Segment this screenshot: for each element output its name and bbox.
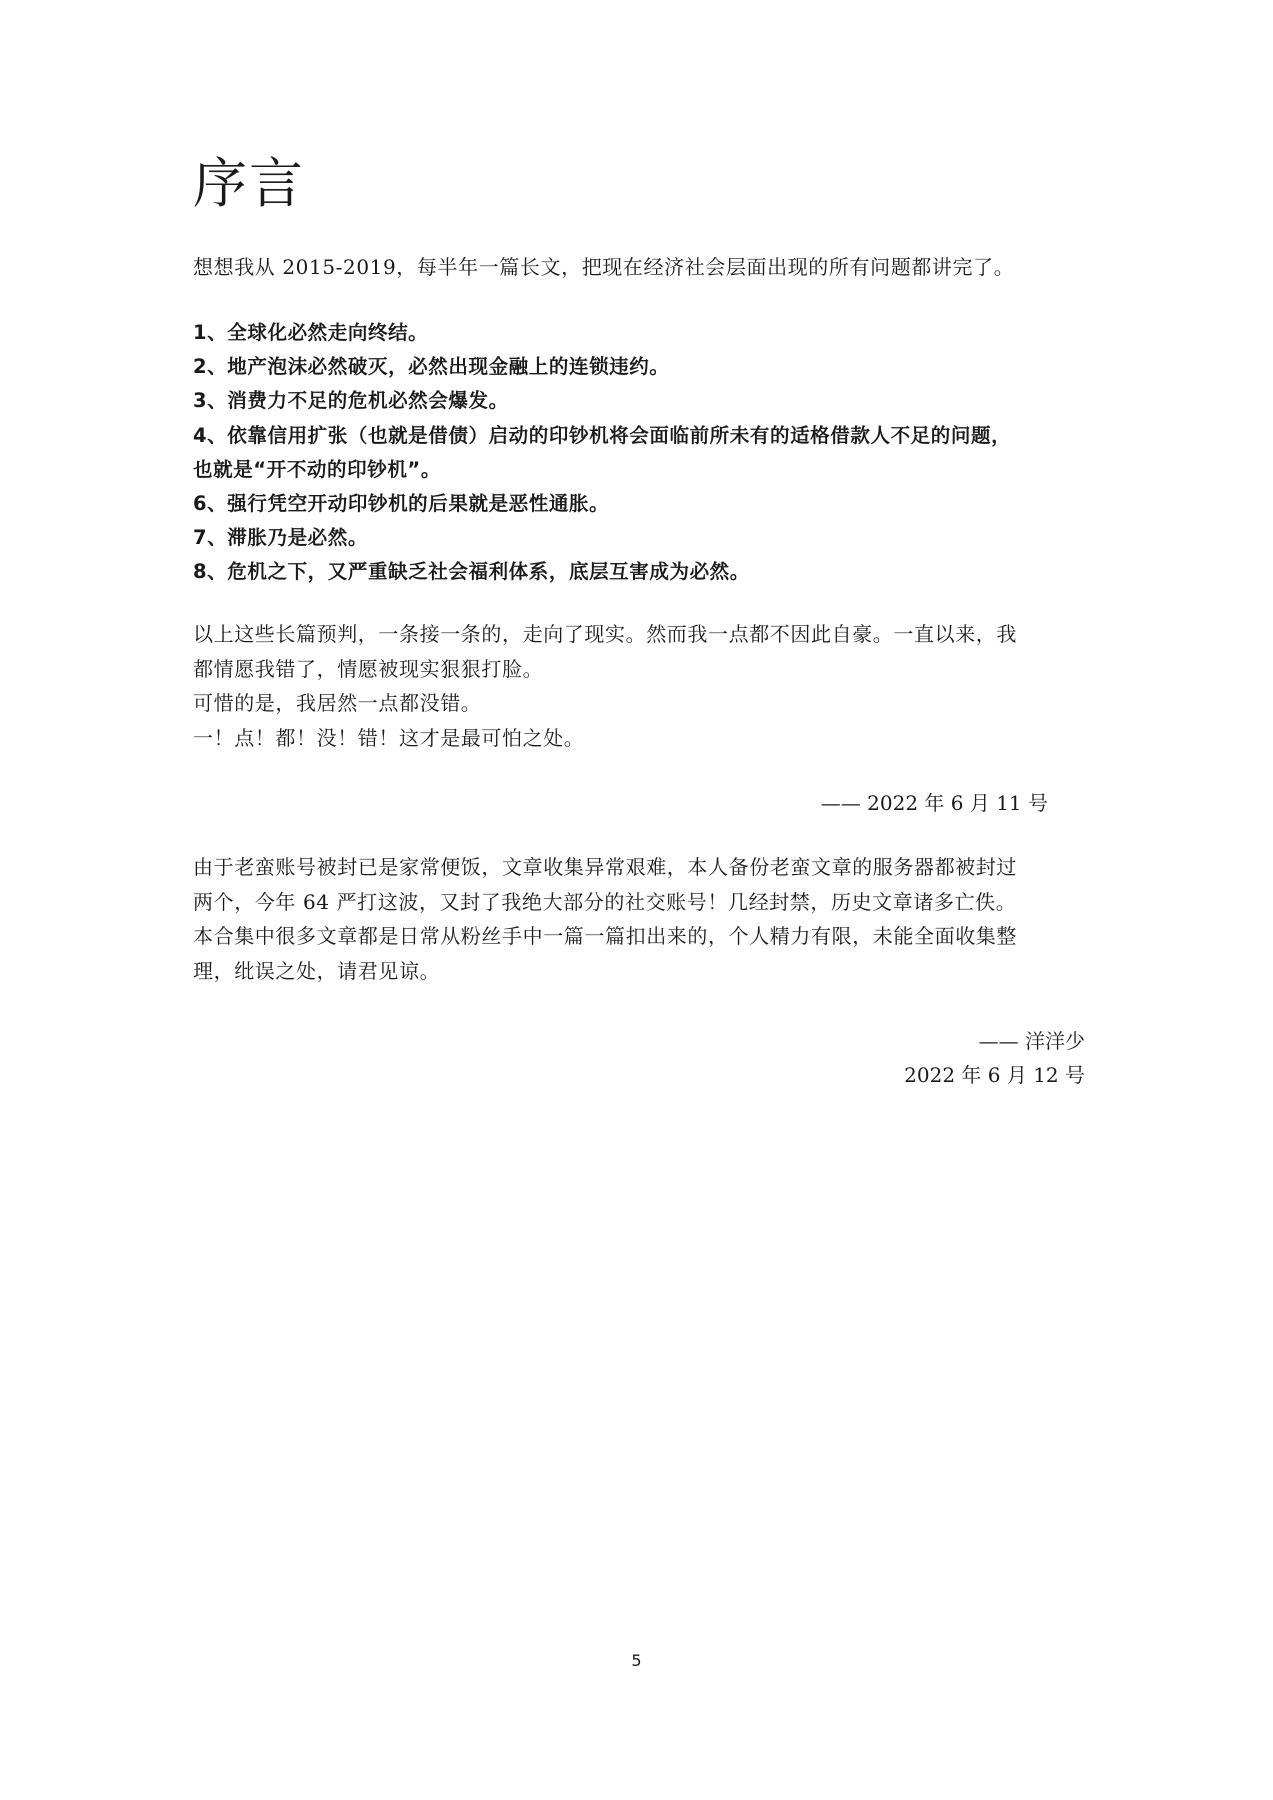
note-line: 两个，今年 64 严打这波，又封了我绝大部分的社交账号！几经封禁，历史文章诸多亡佚。 xyxy=(193,889,1017,914)
intro-line: 想想我从 2015-2019，每半年一篇长文，把现在经济社会层面出现的所有问题都讲完了。 xyxy=(193,255,1015,279)
signature-author: —— 洋洋少 xyxy=(978,1029,1085,1053)
prediction-list xyxy=(193,316,1093,590)
reflection-line: 以上这些长篇预判，一条接一条的，走向了现实。然而我一点都不因此自豪。一直以来，我 xyxy=(193,622,1017,646)
list-item: 8、危机之下，又严重缺乏社会福利体系，底层互害成为必然。 xyxy=(193,560,750,584)
note-line: 理，纰误之处，请君见谅。 xyxy=(193,958,441,983)
list-item: 2、地产泡沫必然破灭，必然出现金融上的连锁违约。 xyxy=(193,355,670,379)
reflection-paragraph xyxy=(193,617,1093,755)
reflection-line: 可惜的是，我居然一点都没错。 xyxy=(193,691,482,715)
list-item: 7、滞胀乃是必然。 xyxy=(193,526,368,550)
list-item: 6、强行凭空开动印钞机的后果就是恶性通胀。 xyxy=(193,492,610,516)
intro-paragraph xyxy=(193,250,1093,285)
page-number: 5 xyxy=(631,1651,642,1670)
signature-block-2 xyxy=(904,1024,1085,1092)
reflection-line: 一！点！都！没！错！这才是最可怕之处。 xyxy=(193,725,585,750)
list-item: 4、依靠信用扩张（也就是借债）启动的印钞机将会面临前所未有的适格借款人不足的问题， xyxy=(193,423,1012,447)
note-line: 本合集中很多文章都是日常从粉丝手中一篇一篇扣出来的，个人精力有限，未能全面收集整 xyxy=(193,924,1017,948)
note-line: 由于老蛮账号被封已是家常便饭，文章收集异常艰难，本人备份老蛮文章的服务器都被封过 xyxy=(193,855,1017,879)
signature-date-1: —— 2022 年 6 月 11 号 xyxy=(820,791,1048,815)
signature-date-2: 2022 年 6 月 12 号 xyxy=(904,1063,1085,1087)
list-item: 1、全球化必然走向终结。 xyxy=(193,321,429,344)
page-title: 序言 xyxy=(193,152,305,215)
note-paragraph xyxy=(193,850,1093,988)
list-item: 也就是“开不动的印钞机”。 xyxy=(193,457,441,481)
list-item: 3、消费力不足的危机必然会爆发。 xyxy=(193,389,509,413)
reflection-line: 都情愿我错了，情愿被现实狠狠打脸。 xyxy=(193,656,544,681)
